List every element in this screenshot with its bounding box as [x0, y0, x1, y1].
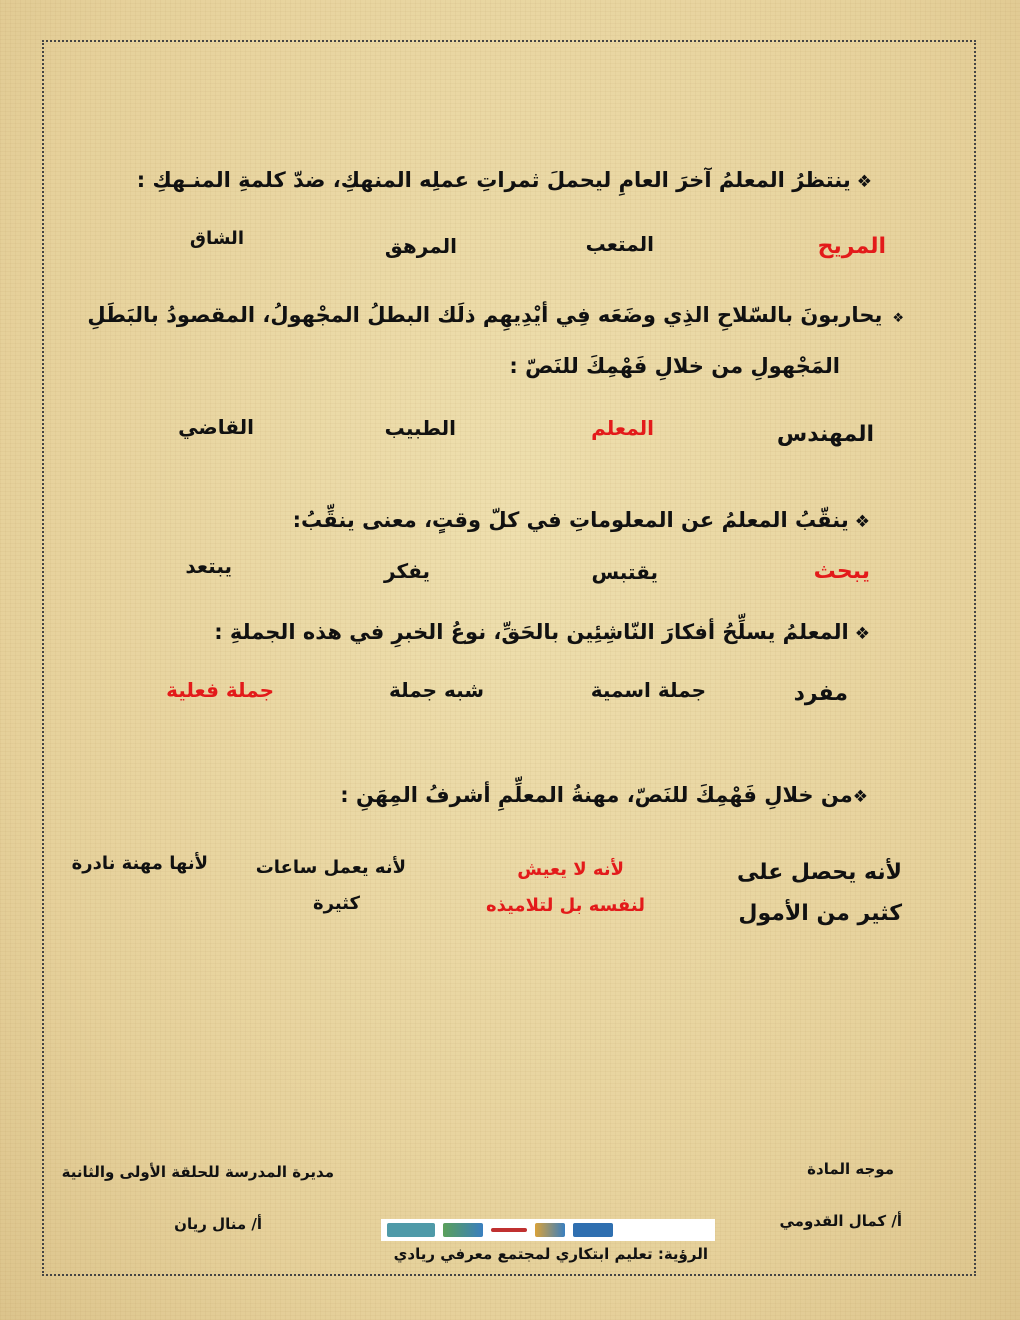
- question-2-line-1: [87, 305, 904, 326]
- question-4: [214, 622, 870, 643]
- q3-option-3: يفكر: [384, 559, 430, 583]
- footer-principal-title: مديرة المدرسة للحلقة الأولى والثانية: [61, 1163, 334, 1181]
- q2-option-2: المعلم: [591, 416, 654, 440]
- bullet-icon: ❖: [892, 311, 904, 326]
- q5-option-4-line-1: لأنها مهنة نادرة: [71, 853, 208, 874]
- diamond-bullet-icon: ❖: [854, 624, 870, 644]
- ministry-logo-icon: [387, 1223, 435, 1237]
- q3-option-1: يبحث: [813, 559, 870, 584]
- question-2-line-2: المَجْهولِ من خلالِ فَهْمِكَ للنَصّ :: [509, 354, 840, 378]
- q1-option-2: المتعب: [585, 232, 654, 256]
- footer-principal-name: أ/ منال ريان: [174, 1215, 262, 1233]
- q5-option-1-line-1: لأنه يحصل على: [737, 860, 902, 885]
- page-border: [42, 40, 976, 1276]
- q3-option-4: يبتعد: [185, 554, 232, 578]
- q3-option-2: يقتبس: [591, 560, 658, 584]
- question-5-text: من خلالِ فَهْمِكَ للنَصّ، مهنةُ المعلِّمِ أشرفُ المِهَنِ :: [340, 783, 853, 807]
- question-3: [293, 510, 870, 531]
- q4-option-1: مفرد: [793, 681, 848, 706]
- q5-option-2-line-1: لأنه لا يعيش: [517, 859, 624, 880]
- question-1-text: ينتظرُ المعلمُ آخرَ العامِ ليحملَ ثمراتِ عملِه المنهكِ، ضدّ كلمةِ المنـهكِ :: [136, 168, 851, 192]
- question-5: [340, 785, 868, 806]
- footer-vision: الرؤية: تعليم ابتكاري لمجتمع معرفي ريادي: [393, 1245, 708, 1263]
- q5-option-2-line-2: لنفسه بل لتلاميذه: [486, 895, 645, 916]
- diamond-bullet-icon: ❖: [856, 172, 872, 192]
- diamond-bullet-icon: ❖: [852, 787, 868, 807]
- footer-supervisor-title: موجه المادة: [807, 1160, 894, 1178]
- q2-option-1: المهندس: [776, 422, 874, 447]
- q4-option-4: جملة فعلية: [166, 678, 274, 702]
- q4-option-2: جملة اسمية: [590, 678, 706, 702]
- q2-option-3: الطبيب: [384, 416, 456, 440]
- logos-strip: [381, 1219, 715, 1241]
- question-3-text: ينقّبُ المعلمُ عن المعلوماتِ في كلّ وقتٍ، معنى ينقِّبُ:: [292, 508, 849, 532]
- diamond-bullet-icon: ❖: [854, 512, 870, 532]
- q2-option-4: القاضي: [178, 415, 254, 439]
- q4-option-3: شبه جملة: [388, 678, 484, 702]
- q5-option-3-line-2: كثيرة: [313, 893, 360, 914]
- school-logo-icon: [573, 1223, 613, 1237]
- flag-logo-icon: [491, 1228, 527, 1232]
- partner-logo-icon: [443, 1223, 483, 1237]
- q5-option-1-line-2: كثير من الأمول: [738, 901, 902, 926]
- q5-option-3-line-1: لأنه يعمل ساعات: [255, 857, 406, 878]
- question-4-text: المعلمُ يسلِّحُ أفكارَ النّاشِئِين بالحَقِّ، نوعُ الخبرِ في هذه الجملةِ :: [214, 620, 849, 644]
- education-logo-icon: [535, 1223, 565, 1237]
- q1-option-1: المريح: [817, 234, 886, 259]
- question-2-text-line-1: يحاربونَ بالسّلاحِ الذِي وضَعَه فِي أيْدِيهِم ذلَك البطلُ المجْهولُ، المقصودُ بالبَطَلِ: [87, 303, 883, 327]
- footer-supervisor-name: أ/ كمال القدومي: [779, 1212, 902, 1230]
- q1-option-3: المرهق: [384, 234, 457, 258]
- question-1: [137, 170, 872, 191]
- q1-option-4: الشاق: [189, 228, 244, 249]
